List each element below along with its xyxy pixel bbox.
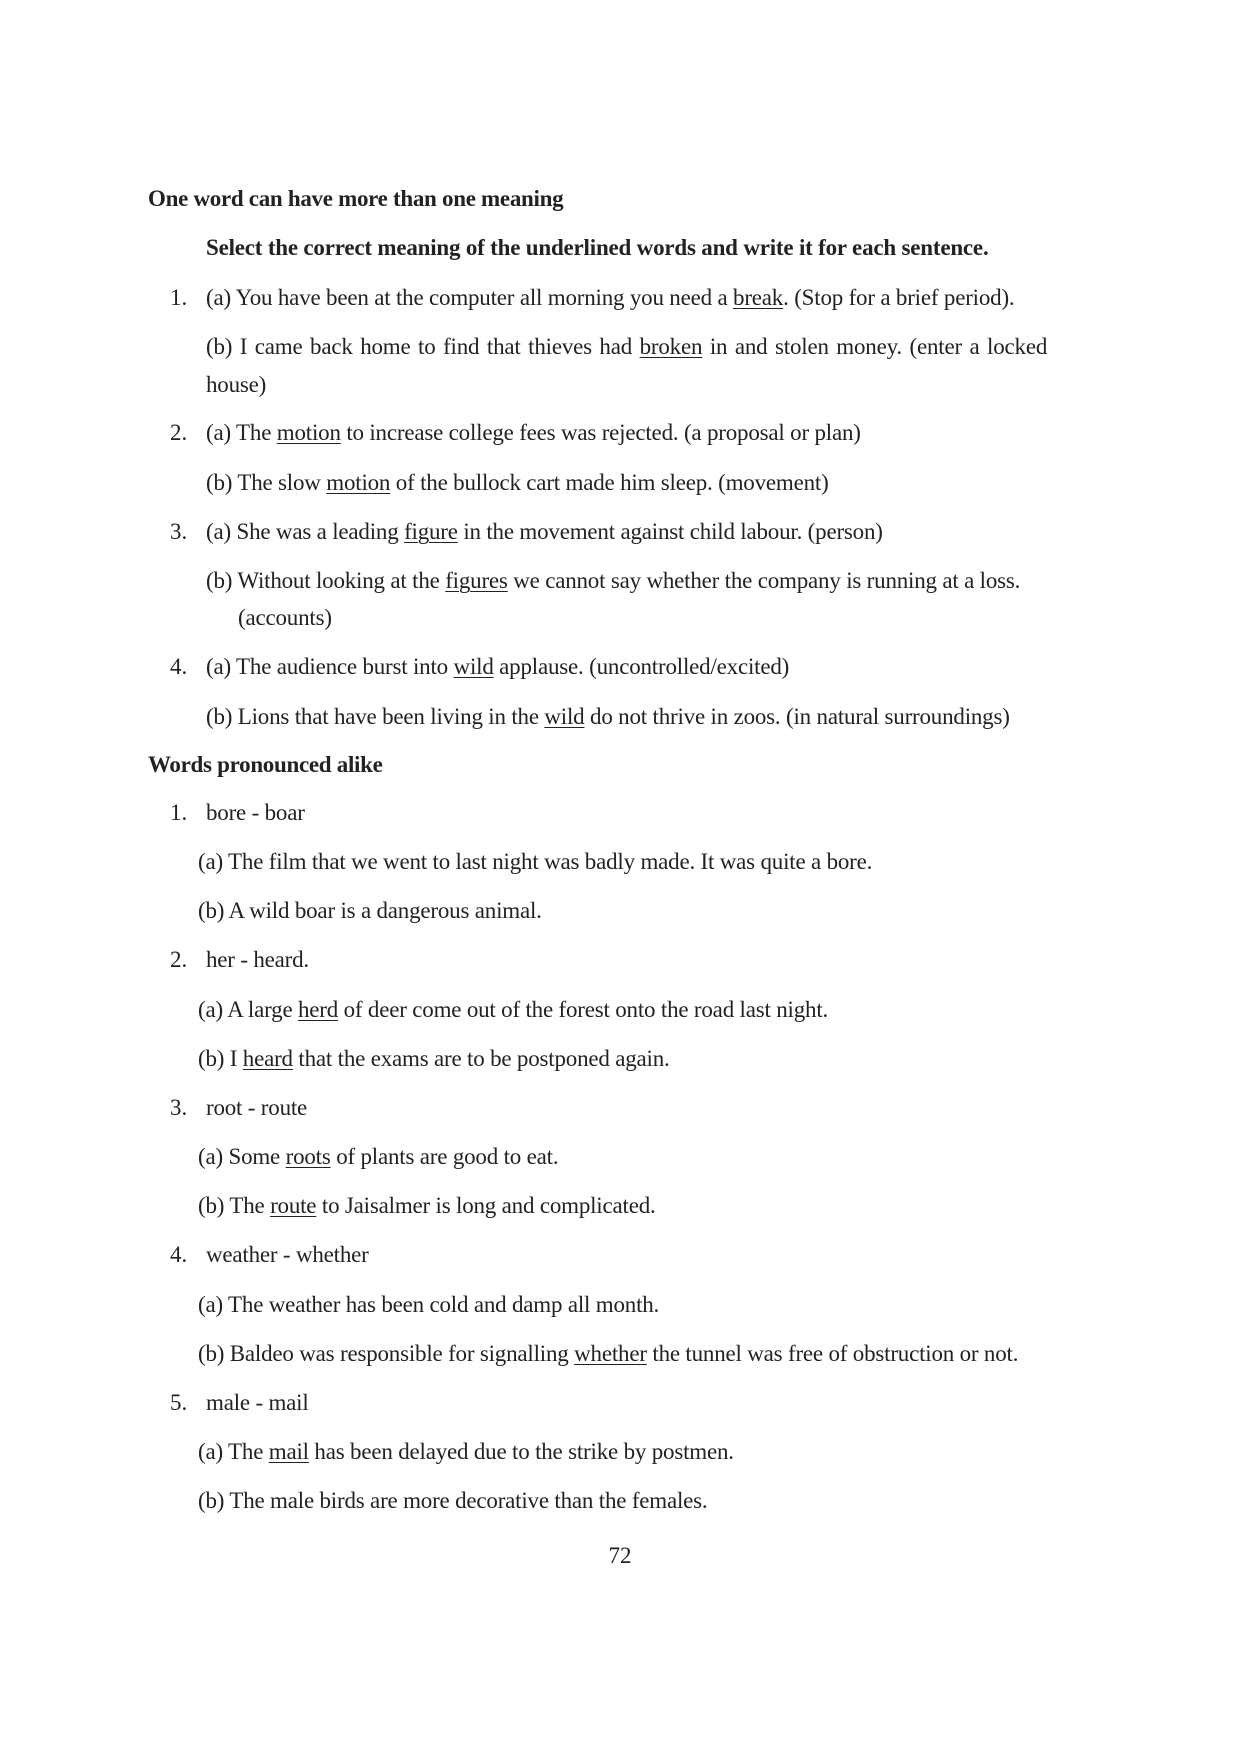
underlined-word: heard [242,1046,293,1071]
word-pair-3: root - route [206,1095,308,1120]
underlined-word: mail [268,1439,309,1464]
underlined-word: roots [285,1144,331,1169]
page-number: 72 [608,1543,632,1568]
underlined-word: figures [445,568,508,593]
example-5b: (b) The male birds are more decorative than the females. [198,1488,708,1513]
item-number: 2. [170,420,188,445]
underlined-word: motion [276,420,341,445]
instruction-text: Select the correct meaning of the underlined words and write it for each sentence. [206,235,989,260]
sentence-4b: (b) Lions that have been living in the wild do not thrive in zoos. (in natural surroundings) [206,704,1010,729]
item-number: 1. [170,285,188,310]
item-number: 5. [170,1390,188,1415]
underlined-word: break [733,285,784,310]
underlined-word: broken [639,334,703,359]
underlined-word: route [270,1193,317,1218]
sentence-3b: (b) Without looking at the figures we cannot say whether the company is running at a loss. [206,568,1021,593]
sentence-1a: (a) You have been at the computer all morning you need a break. (Stop for a brief period). [206,285,1015,310]
underlined-word: motion [326,470,391,495]
sentence-4a: (a) The audience burst into wild applause. (uncontrolled/excited) [206,654,790,679]
example-3b: (b) The route to Jaisalmer is long and complicated. [198,1193,656,1218]
sentence-2a: (a) The motion to increase college fees was rejected. (a proposal or plan) [206,420,861,445]
underlined-word: wild [453,654,494,679]
example-5a: (a) The mail has been delayed due to the strike by postmen. [198,1439,734,1464]
word-pair-5: male - mail [206,1390,309,1415]
item-number: 4. [170,654,188,679]
item-number: 4. [170,1242,188,1267]
item-number: 2. [170,947,188,972]
example-3a: (a) Some roots of plants are good to eat. [198,1144,559,1169]
underlined-word: wild [544,704,585,729]
example-4a: (a) The weather has been cold and damp all month. [198,1292,660,1317]
underlined-word: herd [298,997,339,1022]
word-pair-4: weather - whether [206,1242,369,1267]
section-heading-homophones: Words pronounced alike [148,752,383,777]
example-4b: (b) Baldeo was responsible for signalling whether the tunnel was free of obstruction or not. [198,1341,1019,1366]
example-2b: (b) I heard that the exams are to be postponed again. [198,1046,670,1071]
sentence-1b-continued: house) [206,372,267,397]
item-number: 3. [170,1095,188,1120]
item-number: 3. [170,519,188,544]
sentence-1b: (b) I came back home to find that thieves had broken in and stolen money. (enter a locked [206,334,1048,359]
example-2a: (a) A large herd of deer come out of the forest onto the road last night. [198,997,829,1022]
sentence-3a: (a) She was a leading figure in the movement against child labour. (person) [206,519,883,544]
sentence-3b-continued: (accounts) [238,605,332,630]
section-heading-multiple-meanings: One word can have more than one meaning [148,186,564,211]
underlined-word: whether [574,1341,647,1366]
word-pair-1: bore - boar [206,800,305,825]
sentence-2b: (b) The slow motion of the bullock cart made him sleep. (movement) [206,470,829,495]
underlined-word: figure [404,519,458,544]
item-number: 1. [170,800,188,825]
word-pair-2: her - heard. [206,947,309,972]
example-1a: (a) The film that we went to last night was badly made. It was quite a bore. [198,849,873,874]
example-1b: (b) A wild boar is a dangerous animal. [198,898,542,923]
